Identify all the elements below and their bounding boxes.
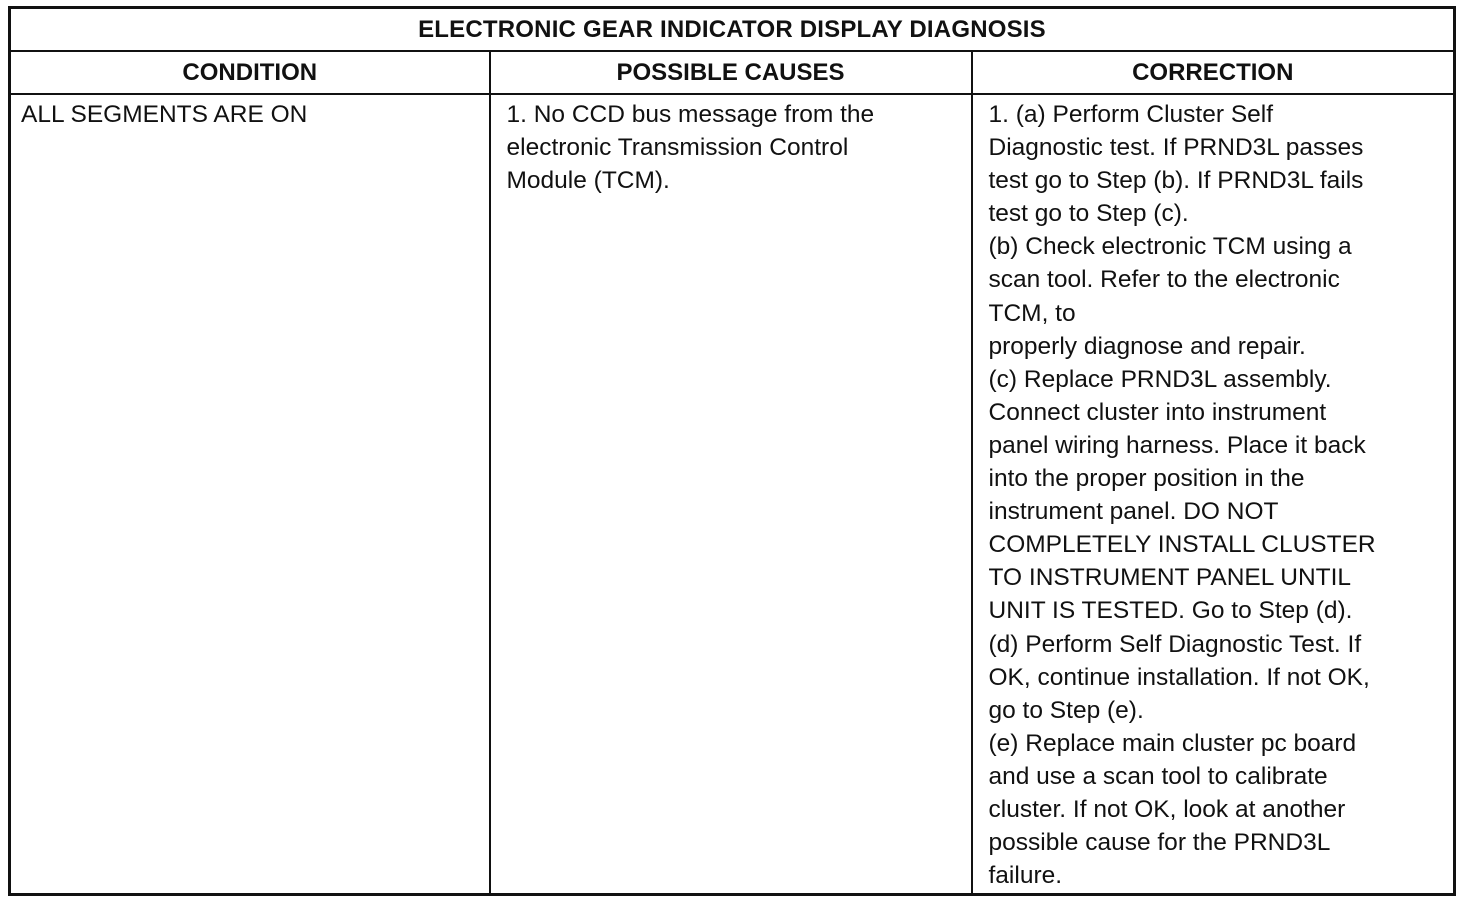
correction-line: test go to Step (b). If PRND3L fails bbox=[988, 167, 1364, 195]
table-row bbox=[10, 94, 1455, 895]
causes-cell bbox=[490, 94, 972, 895]
correction-line: instrument panel. DO NOT bbox=[988, 498, 1279, 526]
cause-line: electronic Transmission Control bbox=[506, 134, 849, 162]
correction-line: scan tool. Refer to the electronic bbox=[988, 266, 1340, 294]
title-row bbox=[10, 8, 1455, 52]
correction-line: TCM, to bbox=[988, 299, 1076, 327]
correction-line: panel wiring harness. Place it back bbox=[988, 431, 1366, 459]
correction-line: TO INSTRUMENT PANEL UNTIL bbox=[988, 564, 1352, 592]
correction-line: into the proper position in the bbox=[988, 465, 1305, 493]
correction-line: test go to Step (c). bbox=[988, 200, 1189, 228]
condition-cell bbox=[10, 94, 490, 895]
correction-line: COMPLETELY INSTALL CLUSTER bbox=[988, 531, 1376, 559]
diagnosis-table bbox=[8, 6, 1456, 896]
correction-line: Diagnostic test. If PRND3L passes bbox=[988, 134, 1364, 162]
correction-line: 1. (a) Perform Cluster Self bbox=[988, 101, 1274, 128]
correction-cell bbox=[972, 94, 1455, 895]
correction-line: (b) Check electronic TCM using a bbox=[988, 233, 1352, 261]
correction-line: UNIT IS TESTED. Go to Step (d). bbox=[988, 597, 1353, 625]
correction-line: failure. bbox=[988, 862, 1063, 890]
correction-line: (c) Replace PRND3L assembly. bbox=[988, 365, 1332, 393]
header-condition: CONDITION bbox=[10, 51, 490, 94]
correction-line: properly diagnose and repair. bbox=[988, 332, 1306, 360]
correction-line: Connect cluster into instrument bbox=[988, 398, 1327, 426]
condition-text: ALL SEGMENTS ARE ON bbox=[21, 101, 308, 128]
correction-line: (e) Replace main cluster pc board bbox=[988, 729, 1357, 757]
correction-line: go to Step (e). bbox=[988, 696, 1144, 724]
table-title: ELECTRONIC GEAR INDICATOR DISPLAY DIAGNOSIS bbox=[10, 8, 1455, 52]
header-possible-causes: POSSIBLE CAUSES bbox=[490, 51, 972, 94]
cause-line: Module (TCM). bbox=[506, 167, 670, 195]
header-row bbox=[10, 51, 1455, 94]
correction-line: and use a scan tool to calibrate bbox=[988, 762, 1328, 790]
header-correction: CORRECTION bbox=[972, 51, 1455, 94]
correction-line: OK, continue installation. If not OK, bbox=[988, 663, 1370, 691]
correction-line: cluster. If not OK, look at another bbox=[988, 795, 1346, 823]
correction-line: possible cause for the PRND3L bbox=[988, 829, 1331, 857]
correction-line: (d) Perform Self Diagnostic Test. If bbox=[988, 630, 1362, 658]
cause-line: 1. No CCD bus message from the bbox=[506, 101, 875, 128]
